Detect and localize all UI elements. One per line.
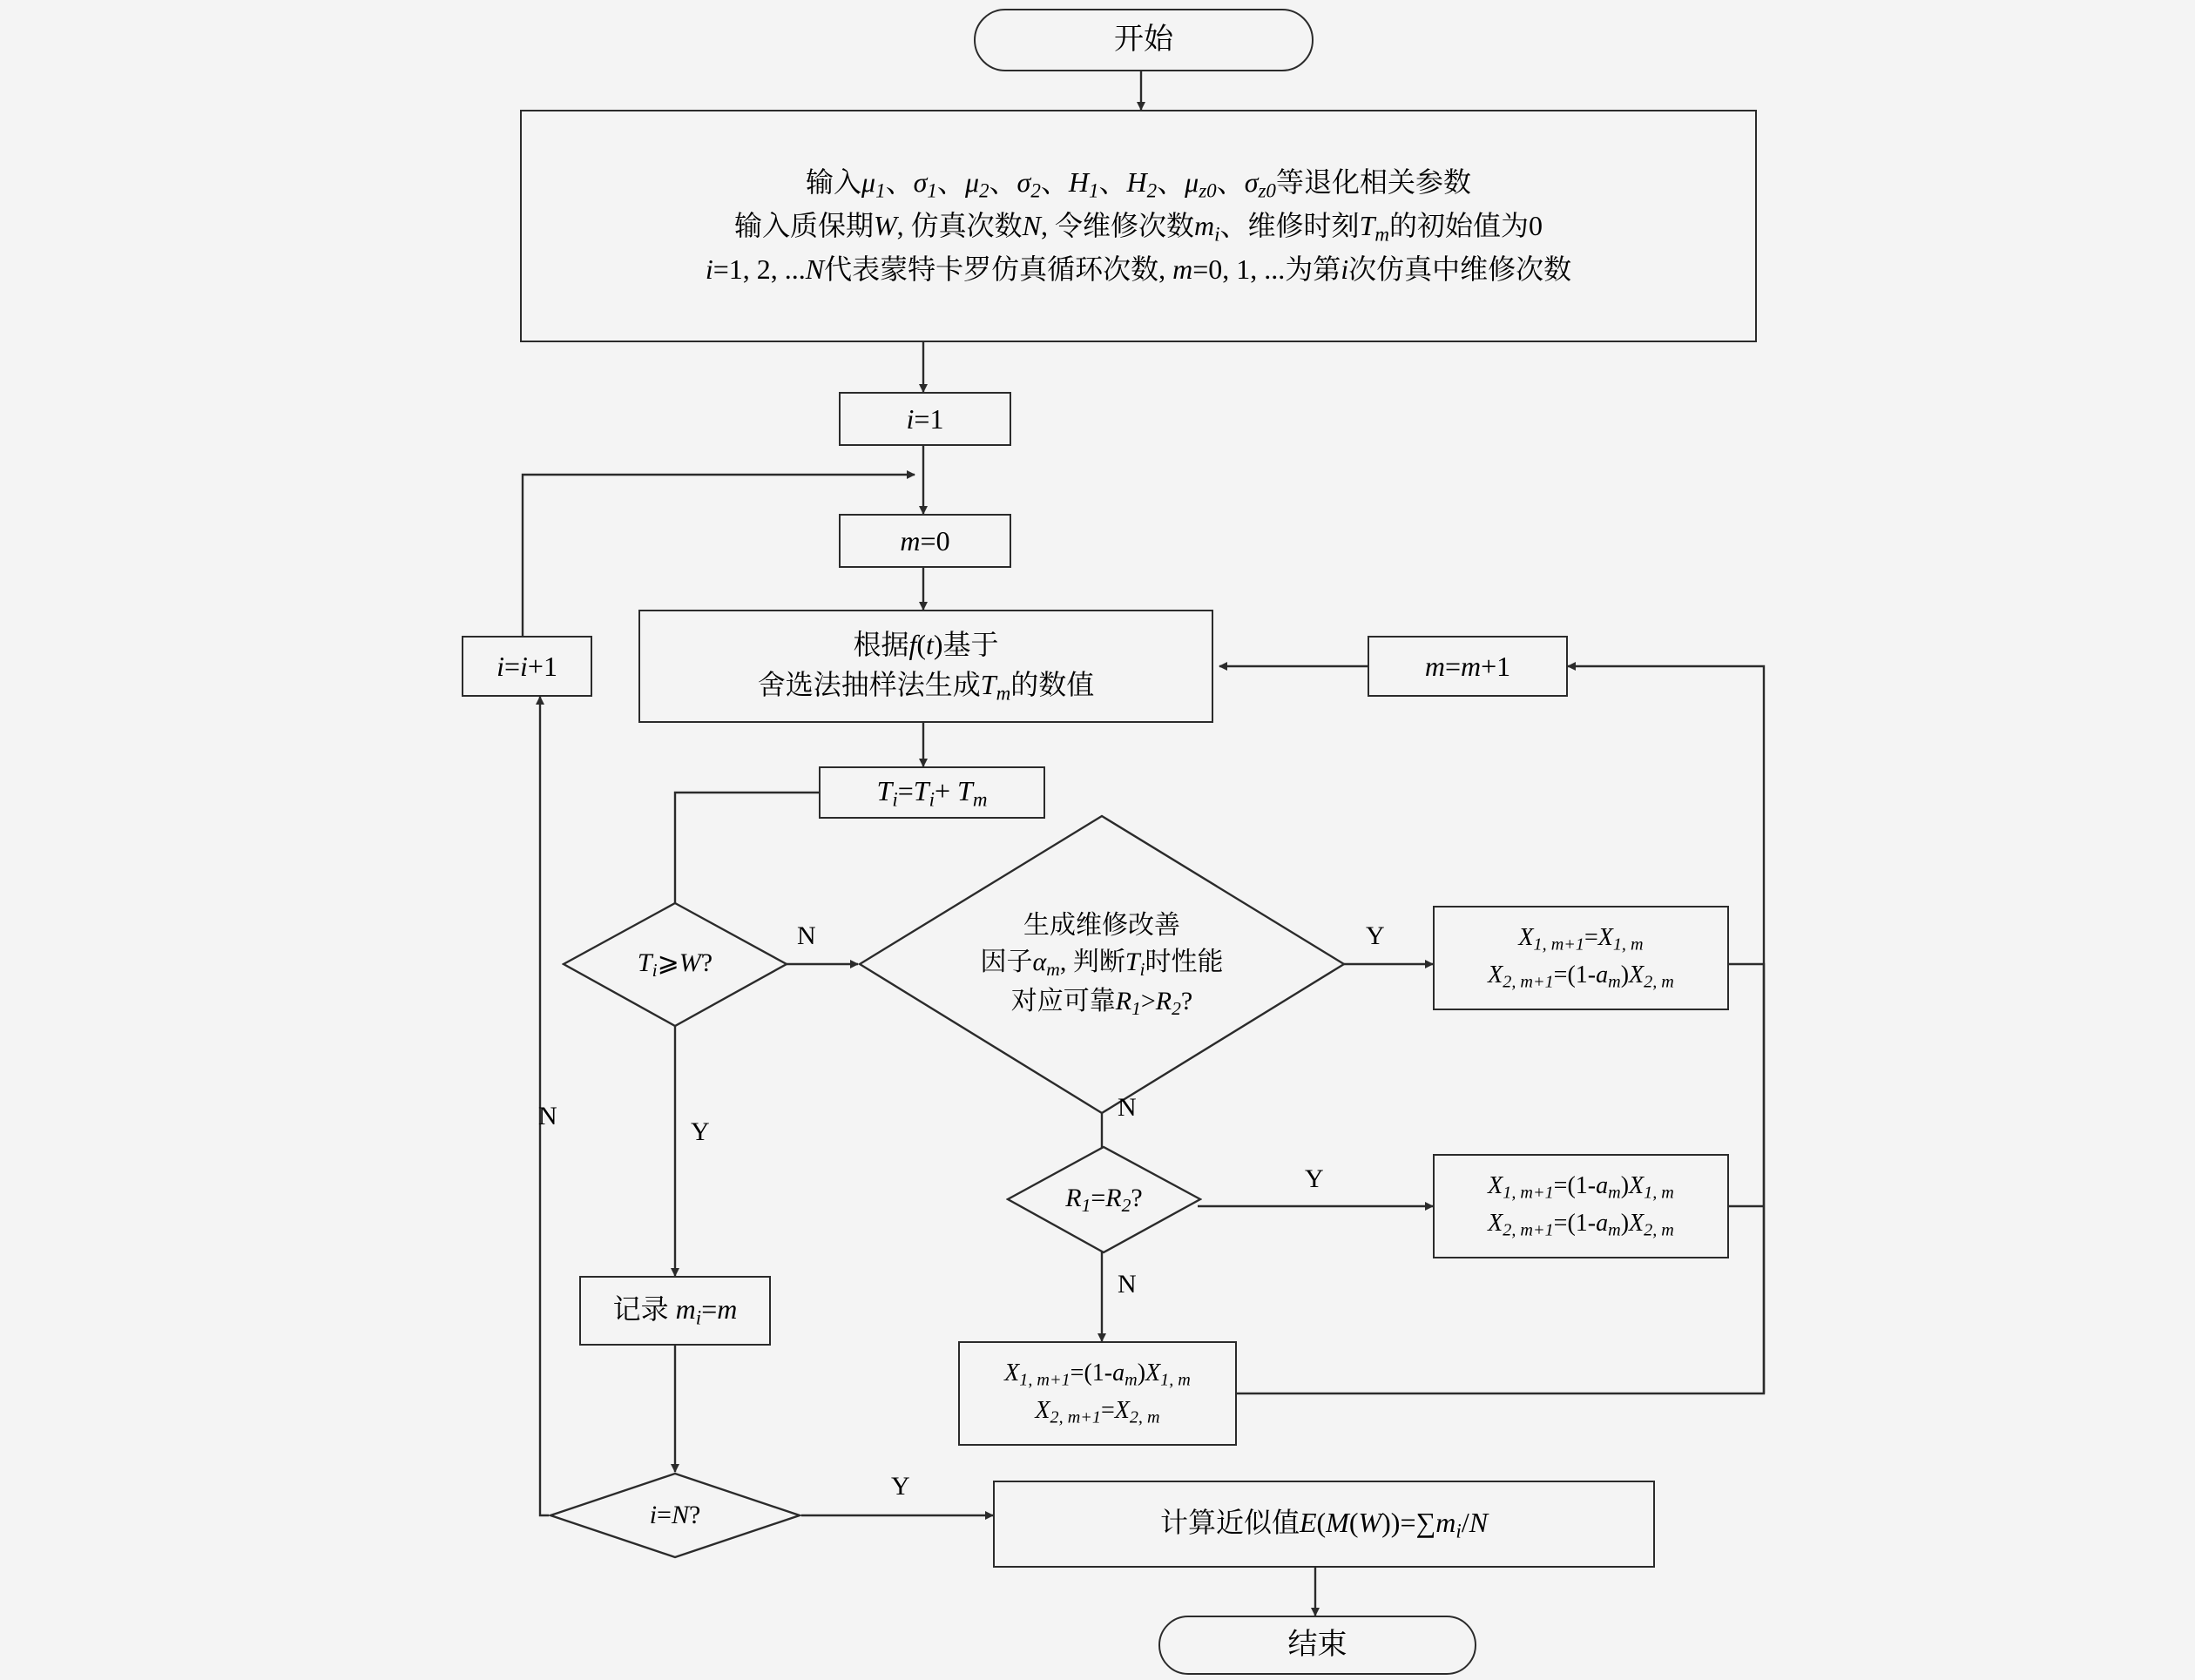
- node-branch-r1-greater[interactable]: [1433, 906, 1729, 1010]
- node-compare-r1-r2[interactable]: [1006, 1145, 1202, 1254]
- node-generate-tm[interactable]: [638, 610, 1213, 723]
- node-generate-alpha-line2: 因子$\alpha_m$, 判断$T_i$时性能: [980, 948, 1224, 981]
- node-record-repair-count-label: 记录 $m_i=m$: [612, 1293, 738, 1329]
- node-input-parameters[interactable]: [520, 110, 1757, 342]
- node-increment-m-label: m=m+1: [1424, 650, 1511, 682]
- node-input-line1: 输入$\mu_1$、$\sigma_1$、$\mu_2$、$\sigma_2$、$H_1$、$H_2$、$\mu_{z0}$、$\sigma_{z0}$等退化相关参数: [806, 166, 1471, 202]
- node-check-iterations[interactable]: [549, 1472, 801, 1559]
- node-m-init-label: m=0: [900, 524, 950, 557]
- node-generate-alpha-line3: 对应可靠$R_1>R_2$?: [1010, 986, 1193, 1019]
- node-increment-i-label: i=i+1: [496, 650, 557, 682]
- node-start-label: 开始: [1114, 24, 1173, 57]
- node-branch-r1-equal[interactable]: [1433, 1154, 1729, 1258]
- edge-label-alpha-no: N: [1118, 1093, 1137, 1122]
- node-end[interactable]: [1158, 1616, 1476, 1675]
- edge-label-check-w-no: N: [797, 921, 816, 950]
- node-input-line3: i=1, 2, ...N代表蒙特卡罗仿真循环次数, m=0, 1, ...为第i次仿真中维修次数: [705, 253, 1572, 286]
- node-compute-expectation[interactable]: [993, 1481, 1655, 1568]
- node-record-repair-count[interactable]: [579, 1276, 771, 1346]
- node-generate-tm-line2: 舍选法抽样法生成$T_m$的数值: [757, 669, 1095, 705]
- node-start[interactable]: [974, 9, 1314, 71]
- node-branch-r1-less-line1: $X_{1, m+1}=(1-a_m)X_{1, m}$: [1004, 1360, 1191, 1390]
- node-increment-i[interactable]: [462, 636, 592, 697]
- node-compare-r1-r2-label: $R_1=R_2$?: [1065, 1184, 1143, 1217]
- node-branch-r1-equal-line1: $X_{1, m+1}=(1-a_m)X_{1, m}$: [1488, 1172, 1674, 1203]
- edge-label-check-w-yes: Y: [691, 1117, 710, 1146]
- node-accumulate-ti-label: $T_i=T_i+ T_m$: [876, 775, 988, 811]
- node-input-line2: 输入质保期W, 仿真次数N, 令维修次数$m_i$、维修时刻$T_m$的初始值为0: [733, 210, 1543, 246]
- node-i-init[interactable]: [839, 392, 1011, 446]
- node-check-warranty-label: $T_i⩾W$?: [637, 948, 713, 982]
- node-branch-r1-less[interactable]: [958, 1341, 1237, 1446]
- node-branch-r1-less-line2: $X_{2, m+1}=X_{2, m}$: [1035, 1397, 1160, 1427]
- node-check-warranty[interactable]: [562, 901, 788, 1028]
- edge-label-alpha-yes: Y: [1366, 921, 1385, 950]
- node-generate-alpha-line1: 生成维修改善: [1023, 911, 1180, 941]
- node-generate-alpha-text: [980, 907, 1223, 1022]
- node-generate-alpha[interactable]: [858, 814, 1346, 1115]
- edge-label-i-eq-n-yes: Y: [891, 1472, 910, 1501]
- node-check-iterations-label: i=N?: [649, 1501, 701, 1529]
- node-generate-tm-line1: 根据f(t)基于: [853, 628, 999, 660]
- edge-label-loop-no: N: [538, 1102, 557, 1130]
- node-increment-m[interactable]: [1368, 636, 1568, 697]
- node-m-init[interactable]: [839, 514, 1011, 568]
- node-compute-expectation-label: 计算近似值$E(M(W))=\sum m_i/N$: [1159, 1507, 1489, 1542]
- node-accumulate-ti[interactable]: [819, 766, 1045, 819]
- node-branch-r1-equal-line2: $X_{2, m+1}=(1-a_m)X_{2, m}$: [1488, 1210, 1674, 1240]
- node-branch-r1-greater-line1: $X_{1, m+1}=X_{1, m}$: [1518, 924, 1644, 955]
- node-end-label: 结束: [1287, 1629, 1347, 1662]
- node-i-init-label: i=1: [906, 402, 944, 435]
- edge-label-r-no: N: [1118, 1270, 1137, 1299]
- edge-label-r-yes: Y: [1305, 1164, 1324, 1193]
- node-branch-r1-greater-line2: $X_{2, m+1}=(1-a_m)X_{2, m}$: [1488, 961, 1674, 992]
